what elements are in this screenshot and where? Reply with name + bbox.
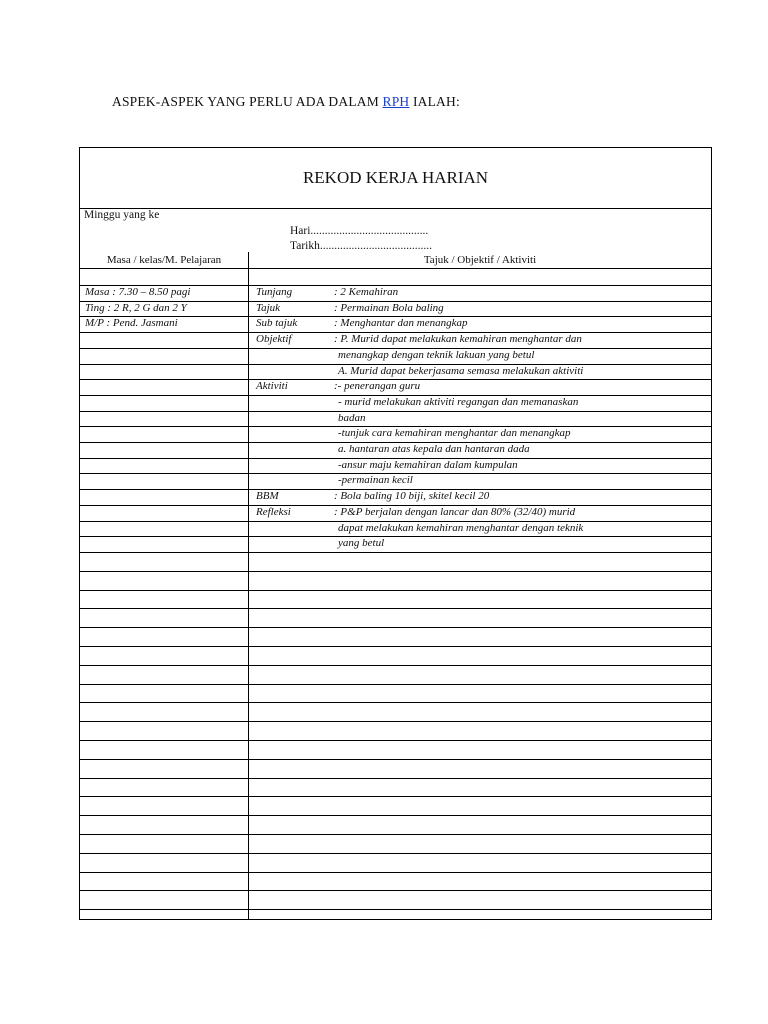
record-table (80, 252, 711, 919)
heading-prefix: ASPEK-ASPEK YANG PERLU ADA DALAM (112, 94, 383, 109)
table-row-line (80, 759, 711, 760)
rph-link[interactable]: RPH (382, 94, 410, 109)
heading-suffix: IALAH: (409, 94, 460, 109)
entry-text: A. Murid dapat bekerjasama semasa melakukan aktiviti (338, 364, 584, 377)
table-row-line (80, 872, 711, 873)
lesson-info: Masa : 7.30 – 8.50 pagi (85, 286, 191, 298)
entry-text: -ansur maju kemahiran dalam kumpulan (338, 458, 518, 471)
form-title: REKOD KERJA HARIAN (302, 168, 489, 187)
table-row-line (80, 834, 711, 835)
table-row-line (80, 268, 711, 269)
entry-text: -permainan kecil (338, 474, 413, 487)
entry-text: dapat melakukan kemahiran menghantar dengan teknik (338, 521, 584, 534)
lesson-info: Ting : 2 R, 2 G dan 2 Y (85, 301, 187, 314)
table-row-line (80, 608, 711, 609)
table-row-line (80, 627, 711, 628)
column-divider (248, 252, 249, 919)
table-row-line (80, 665, 711, 666)
entry-text: : Permainan Bola baling (334, 301, 444, 314)
entry-label: Refleksi (256, 505, 291, 518)
daily-record-form (79, 147, 712, 920)
column-header-time-class: Masa / kelas/M. Pelajaran (106, 254, 222, 266)
table-row-line (80, 702, 711, 703)
table-row-line (80, 536, 711, 537)
table-row-line (80, 684, 711, 685)
table-row-line (80, 552, 711, 553)
table-row-line (80, 778, 711, 779)
column-header-topic: Tajuk / Objektif / Aktiviti (423, 254, 537, 266)
entry-text: -tunjuk cara kemahiran menghantar dan menangkap (338, 427, 571, 440)
entry-label: Objektif (256, 333, 292, 346)
table-row-line (80, 796, 711, 797)
table-row-line (80, 890, 711, 891)
table-row-line (80, 590, 711, 591)
title-divider (80, 208, 711, 209)
table-row-line (80, 411, 711, 412)
day-field: Hari......................................... (290, 225, 429, 237)
lesson-info: M/P : Pend. Jasmani (85, 317, 178, 330)
page-heading (112, 94, 460, 110)
entry-label: Tajuk (256, 301, 281, 314)
table-row-line (80, 571, 711, 572)
entry-text: badan (338, 411, 366, 424)
table-row-line (80, 646, 711, 647)
entry-label: Tunjang (256, 286, 293, 298)
week-label: Minggu yang ke (84, 209, 160, 221)
entry-text: : Bola baling 10 biji, skitel kecil 20 (334, 490, 490, 503)
entry-text: : P. Murid dapat melakukan kemahiran menghantar dan (334, 333, 582, 346)
entry-label: BBM (256, 490, 279, 503)
table-row-line (80, 909, 711, 910)
entry-text: : P&P berjalan dengan lancar dan 80% (32/40) murid (334, 505, 576, 518)
entry-text: - murid melakukan aktiviti regangan dan memanaskan (338, 395, 579, 408)
entry-text: a. hantaran atas kepala dan hantaran dada (338, 443, 530, 455)
table-row-line (80, 815, 711, 816)
entry-text: yang betul (338, 537, 385, 550)
date-field: Tarikh....................................... (290, 240, 432, 252)
table-row-line (80, 721, 711, 722)
entry-label: Aktiviti (256, 380, 288, 393)
entry-label: Sub tajuk (256, 317, 298, 330)
table-row-line (80, 740, 711, 741)
entry-text: menangkap dengan teknik lakuan yang betul (338, 348, 535, 361)
table-row-line (80, 853, 711, 854)
entry-text: :- penerangan guru (334, 380, 421, 393)
entry-text: : Menghantar dan menangkap (334, 317, 468, 330)
entry-text: : 2 Kemahiran (334, 286, 399, 298)
